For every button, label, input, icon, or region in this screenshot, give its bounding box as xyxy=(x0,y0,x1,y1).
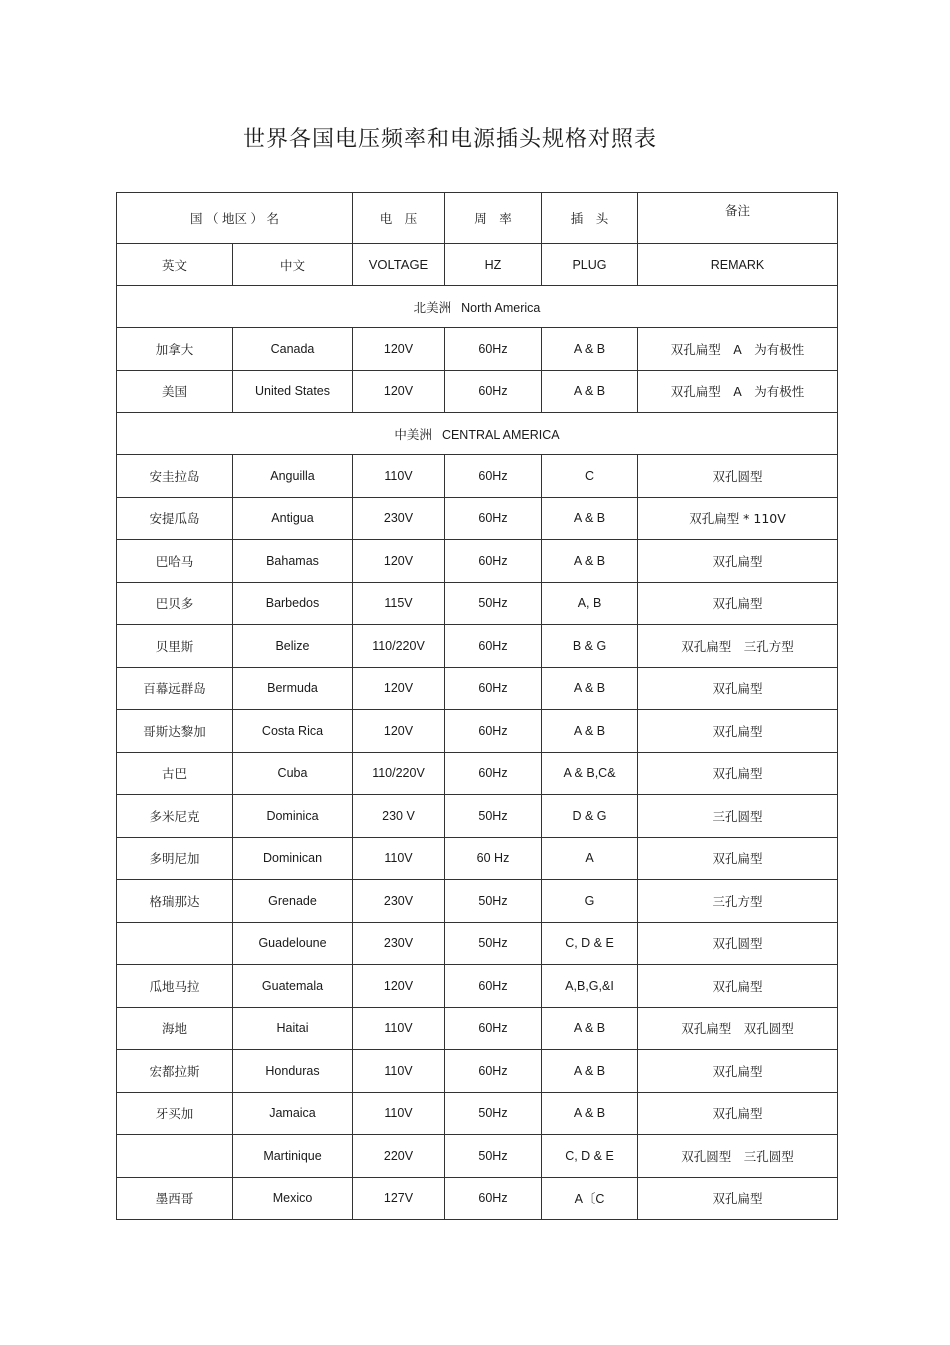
country-name-zh: 海地 xyxy=(117,1007,233,1050)
remark-cell: 双孔扁型 xyxy=(638,752,838,795)
table-row xyxy=(117,497,838,540)
country-name-zh: 多明尼加 xyxy=(117,837,233,880)
country-name-en: Mexico xyxy=(233,1177,353,1220)
remark-cell: 双孔圆型 xyxy=(638,922,838,965)
header-frequency: 周 率 xyxy=(445,193,542,244)
country-name-en: Dominican xyxy=(233,837,353,880)
plug-cell: A & B xyxy=(542,540,638,583)
header-row-primary xyxy=(117,193,838,244)
frequency-cell: 60Hz xyxy=(445,370,542,413)
voltage-cell: 110V xyxy=(353,1092,445,1135)
frequency-cell: 50Hz xyxy=(445,795,542,838)
frequency-cell: 50Hz xyxy=(445,582,542,625)
table-row xyxy=(117,455,838,498)
remark-cell: 双孔扁型 xyxy=(638,837,838,880)
country-name-en: Haitai xyxy=(233,1007,353,1050)
frequency-cell: 60Hz xyxy=(445,497,542,540)
frequency-cell: 50Hz xyxy=(445,880,542,923)
country-name-zh: 加拿大 xyxy=(117,328,233,371)
remark-cell: 双孔扁型 A 为有极性 xyxy=(638,370,838,413)
table-row xyxy=(117,582,838,625)
country-name-zh: 贝里斯 xyxy=(117,625,233,668)
frequency-cell: 60Hz xyxy=(445,1177,542,1220)
frequency-cell: 50Hz xyxy=(445,1135,542,1178)
voltage-cell: 120V xyxy=(353,370,445,413)
plug-cell: C xyxy=(542,455,638,498)
table-row xyxy=(117,795,838,838)
frequency-cell: 60Hz xyxy=(445,455,542,498)
remark-cell: 双孔扁型 三孔方型 xyxy=(638,625,838,668)
country-name-en: Jamaica xyxy=(233,1092,353,1135)
voltage-cell: 110/220V xyxy=(353,752,445,795)
frequency-cell: 60Hz xyxy=(445,1050,542,1093)
header-frequency-en: HZ xyxy=(445,244,542,286)
frequency-cell: 60Hz xyxy=(445,710,542,753)
country-name-en: Belize xyxy=(233,625,353,668)
table-row xyxy=(117,837,838,880)
header-remark-en: REMARK xyxy=(638,244,838,286)
country-name-en: Grenade xyxy=(233,880,353,923)
country-name-en: Costa Rica xyxy=(233,710,353,753)
country-name-zh xyxy=(117,922,233,965)
plug-cell: A xyxy=(542,837,638,880)
table-row xyxy=(117,328,838,371)
header-row-secondary xyxy=(117,244,838,286)
region-name-en: CENTRAL AMERICA xyxy=(441,427,560,442)
country-name-en: Martinique xyxy=(233,1135,353,1178)
frequency-cell: 60 Hz xyxy=(445,837,542,880)
plug-cell: A & B xyxy=(542,710,638,753)
table-row xyxy=(117,625,838,668)
country-name-en: United States xyxy=(233,370,353,413)
remark-cell: 三孔圆型 xyxy=(638,795,838,838)
remark-cell: 双孔扁型 xyxy=(638,965,838,1008)
remark-cell: 双孔扁型 双孔圆型 xyxy=(638,1007,838,1050)
remark-cell: 双孔圆型 三孔圆型 xyxy=(638,1135,838,1178)
table-row xyxy=(117,1050,838,1093)
country-name-zh: 百幕远群岛 xyxy=(117,667,233,710)
voltage-cell: 110V xyxy=(353,837,445,880)
page-title: 世界各国电压频率和电源插头规格对照表 xyxy=(242,127,657,152)
header-voltage-en: VOLTAGE xyxy=(353,244,445,286)
country-name-zh: 哥斯达黎加 xyxy=(117,710,233,753)
region-label xyxy=(117,286,838,328)
header-remark: 备注 xyxy=(638,193,838,244)
plug-cell: A & B xyxy=(542,497,638,540)
region-header-row xyxy=(117,413,838,455)
voltage-cell: 120V xyxy=(353,540,445,583)
voltage-cell: 127V xyxy=(353,1177,445,1220)
voltage-cell: 120V xyxy=(353,667,445,710)
frequency-cell: 60Hz xyxy=(445,667,542,710)
plug-cell: G xyxy=(542,880,638,923)
plug-cell: A & B xyxy=(542,1092,638,1135)
country-name-zh: 美国 xyxy=(117,370,233,413)
remark-cell: 双孔扁型 A 为有极性 xyxy=(638,328,838,371)
country-name-zh: 瓜地马拉 xyxy=(117,965,233,1008)
remark-cell: 双孔扁型 * 110V xyxy=(638,497,838,540)
plug-cell: A & B xyxy=(542,667,638,710)
plug-cell: A〔C xyxy=(542,1177,638,1220)
voltage-cell: 230 V xyxy=(353,795,445,838)
remark-cell: 双孔扁型 xyxy=(638,1092,838,1135)
plug-cell: A & B xyxy=(542,1007,638,1050)
country-name-en: Guatemala xyxy=(233,965,353,1008)
voltage-cell: 110V xyxy=(353,455,445,498)
plug-cell: C, D & E xyxy=(542,922,638,965)
country-name-zh: 古巴 xyxy=(117,752,233,795)
voltage-cell: 120V xyxy=(353,710,445,753)
remark-cell: 双孔扁型 xyxy=(638,582,838,625)
voltage-cell: 110/220V xyxy=(353,625,445,668)
table-row xyxy=(117,922,838,965)
plug-cell: A, B xyxy=(542,582,638,625)
table-row xyxy=(117,880,838,923)
country-name-en: Guadeloune xyxy=(233,922,353,965)
header-voltage: 电 压 xyxy=(353,193,445,244)
country-name-en: Bahamas xyxy=(233,540,353,583)
table-row xyxy=(117,1135,838,1178)
frequency-cell: 60Hz xyxy=(445,752,542,795)
frequency-cell: 60Hz xyxy=(445,328,542,371)
voltage-cell: 230V xyxy=(353,880,445,923)
plug-cell: A & B xyxy=(542,1050,638,1093)
table-row xyxy=(117,710,838,753)
header-plug: 插 头 xyxy=(542,193,638,244)
remark-cell: 双孔扁型 xyxy=(638,667,838,710)
voltage-cell: 110V xyxy=(353,1050,445,1093)
country-name-en: Anguilla xyxy=(233,455,353,498)
country-name-zh: 格瑞那达 xyxy=(117,880,233,923)
header-chinese: 中文 xyxy=(233,244,353,286)
remark-cell: 双孔扁型 xyxy=(638,1177,838,1220)
header-english: 英文 xyxy=(117,244,233,286)
table-row xyxy=(117,667,838,710)
country-name-en: Bermuda xyxy=(233,667,353,710)
country-name-zh: 宏都拉斯 xyxy=(117,1050,233,1093)
frequency-cell: 60Hz xyxy=(445,540,542,583)
voltage-cell: 230V xyxy=(353,497,445,540)
region-name-en: North America xyxy=(461,300,541,315)
plug-cell: C, D & E xyxy=(542,1135,638,1178)
header-plug-en: PLUG xyxy=(542,244,638,286)
remark-cell: 双孔扁型 xyxy=(638,1050,838,1093)
frequency-cell: 50Hz xyxy=(445,1092,542,1135)
plug-cell: D & G xyxy=(542,795,638,838)
frequency-cell: 50Hz xyxy=(445,922,542,965)
remark-cell: 双孔扁型 xyxy=(638,540,838,583)
country-name-zh xyxy=(117,1135,233,1178)
frequency-cell: 60Hz xyxy=(445,965,542,1008)
table-row xyxy=(117,1007,838,1050)
country-name-en: Dominica xyxy=(233,795,353,838)
country-name-en: Honduras xyxy=(233,1050,353,1093)
voltage-cell: 120V xyxy=(353,965,445,1008)
plug-cell: B & G xyxy=(542,625,638,668)
country-name-zh: 多米尼克 xyxy=(117,795,233,838)
country-name-en: Cuba xyxy=(233,752,353,795)
plug-cell: A & B,C& xyxy=(542,752,638,795)
remark-cell: 双孔圆型 xyxy=(638,455,838,498)
country-name-en: Barbedos xyxy=(233,582,353,625)
table-row xyxy=(117,752,838,795)
plug-cell: A & B xyxy=(542,370,638,413)
table-row xyxy=(117,370,838,413)
frequency-cell: 60Hz xyxy=(445,625,542,668)
table-row xyxy=(117,540,838,583)
remark-cell: 双孔扁型 xyxy=(638,710,838,753)
region-name-zh: 中美洲 xyxy=(394,427,432,442)
region-name-zh: 北美洲 xyxy=(413,300,452,315)
country-name-en: Antigua xyxy=(233,497,353,540)
frequency-cell: 60Hz xyxy=(445,1007,542,1050)
voltage-cell: 120V xyxy=(353,328,445,371)
table-row xyxy=(117,965,838,1008)
voltage-cell: 115V xyxy=(353,582,445,625)
country-name-en: Canada xyxy=(233,328,353,371)
voltage-cell: 220V xyxy=(353,1135,445,1178)
voltage-cell: 110V xyxy=(353,1007,445,1050)
country-name-zh: 巴贝多 xyxy=(117,582,233,625)
region-header-row xyxy=(117,286,838,328)
table-row xyxy=(117,1177,838,1220)
country-name-zh: 安提瓜岛 xyxy=(117,497,233,540)
voltage-plug-table xyxy=(116,192,838,1220)
remark-cell: 三孔方型 xyxy=(638,880,838,923)
plug-cell: A,B,G,&I xyxy=(542,965,638,1008)
region-label xyxy=(117,413,838,455)
country-name-zh: 安圭拉岛 xyxy=(117,455,233,498)
country-name-zh: 巴哈马 xyxy=(117,540,233,583)
table-row xyxy=(117,1092,838,1135)
country-name-zh: 牙买加 xyxy=(117,1092,233,1135)
voltage-cell: 230V xyxy=(353,922,445,965)
header-country-name: 国 （ 地区 ） 名 xyxy=(117,193,353,244)
plug-cell: A & B xyxy=(542,328,638,371)
country-name-zh: 墨西哥 xyxy=(117,1177,233,1220)
